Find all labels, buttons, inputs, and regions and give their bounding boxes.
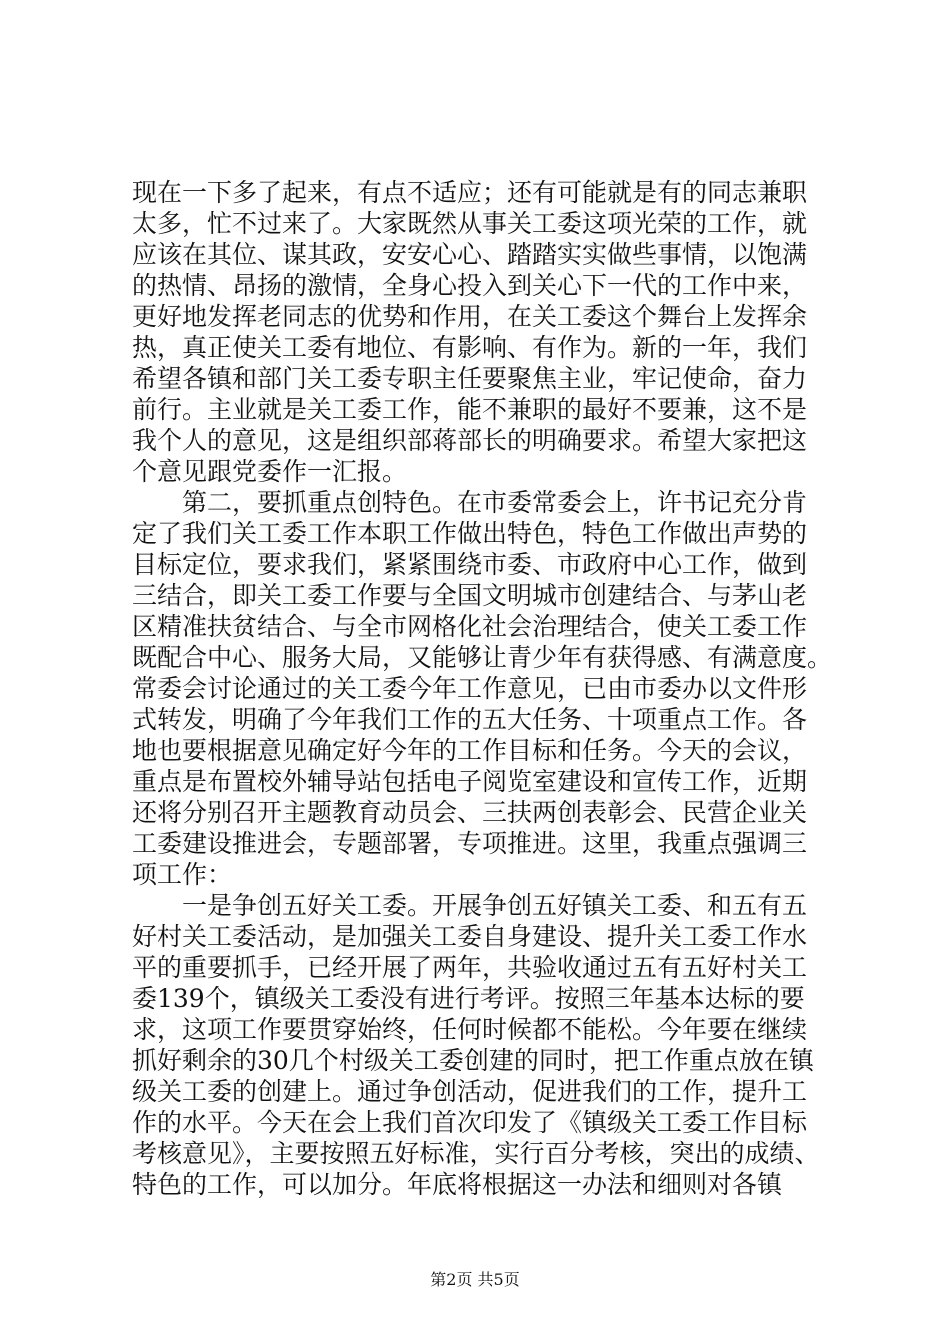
text-line: 委139个，镇级关工委没有进行考评。按照三年基本达标的要: [132, 984, 805, 1013]
text-line: 定了我们关工委工作本职工作做出特色，特色工作做出声势的: [132, 519, 808, 548]
text-line: 应该在其位、谋其政，安安心心、踏踏实实做些事情，以饱满: [132, 240, 808, 269]
text-line: 我个人的意见，这是组织部蒋部长的明确要求。希望大家把这: [132, 426, 808, 455]
text-line: 项工作：: [132, 860, 233, 889]
text-line: 目标定位，要求我们，紧紧围绕市委、市政府中心工作，做到: [132, 550, 808, 579]
text-line: 还将分别召开主题教育动员会、三扶两创表彰会、民营企业关: [132, 798, 808, 827]
text-line: 第二，要抓重点创特色。在市委常委会上，许书记充分肯: [132, 488, 808, 517]
text-line: 平的重要抓手，已经开展了两年，共验收通过五有五好村关工: [132, 953, 808, 982]
text-line: 式转发，明确了今年我们工作的五大任务、十项重点工作。各: [132, 705, 808, 734]
text-line: 常委会讨论通过的关工委今年工作意见，已由市委办以文件形: [132, 674, 808, 703]
text-line: 工委建设推进会，专题部署，专项推进。这里，我重点强调三: [132, 829, 808, 858]
text-line: 更好地发挥老同志的优势和作用，在关工委这个舞台上发挥余: [132, 302, 808, 331]
text-line: 前行。主业就是关工委工作，能不兼职的最好不要兼，这不是: [132, 395, 808, 424]
text-line: 希望各镇和部门关工委专职主任要聚焦主业，牢记使命，奋力: [132, 364, 808, 393]
text-line: 抓好剩余的30几个村级关工委创建的同时，把工作重点放在镇: [132, 1046, 814, 1075]
text-line: 作的水平。今天在会上我们首次印发了《镇级关工委工作目标: [132, 1108, 808, 1137]
text-line: 现在一下多了起来，有点不适应；还有可能就是有的同志兼职: [132, 178, 808, 207]
text-line: 个意见跟党委作一汇报。: [132, 457, 408, 486]
body-text: [132, 177, 852, 1200]
text-line: 特色的工作，可以加分。年底将根据这一办法和细则对各镇: [132, 1170, 783, 1199]
text-line: 的热情、昂扬的激情，全身心投入到关心下一代的工作中来，: [132, 271, 808, 300]
text-line: 既配合中心、服务大局，又能够让青少年有获得感、有满意度。: [132, 643, 833, 672]
text-line: 级关工委的创建上。通过争创活动，促进我们的工作，提升工: [132, 1077, 808, 1106]
text-line: 考核意见》，主要按照五好标准，实行百分考核，突出的成绩、: [132, 1139, 820, 1168]
text-line: 重点是布置校外辅导站包括电子阅览室建设和宣传工作，近期: [132, 767, 808, 796]
text-line: 区精准扶贫结合、与全市网格化社会治理结合，使关工委工作: [132, 612, 808, 641]
page-footer: 第2页 共5页: [430, 1270, 520, 1289]
text-line: 地也要根据意见确定好今年的工作目标和任务。今天的会议，: [132, 736, 808, 765]
text-line: 热，真正使关工委有地位、有影响、有作为。新的一年，我们: [132, 333, 808, 362]
text-line: 三结合，即关工委工作要与全国文明城市创建结合、与茅山老: [132, 581, 808, 610]
text-line: 一是争创五好关工委。开展争创五好镇关工委、和五有五: [132, 891, 808, 920]
text-line: 好村关工委活动，是加强关工委自身建设、提升关工委工作水: [132, 922, 808, 951]
text-line: 太多，忙不过来了。大家既然从事关工委这项光荣的工作，就: [132, 209, 808, 238]
text-line: 求，这项工作要贯穿始终，任何时候都不能松。今年要在继续: [132, 1015, 808, 1044]
